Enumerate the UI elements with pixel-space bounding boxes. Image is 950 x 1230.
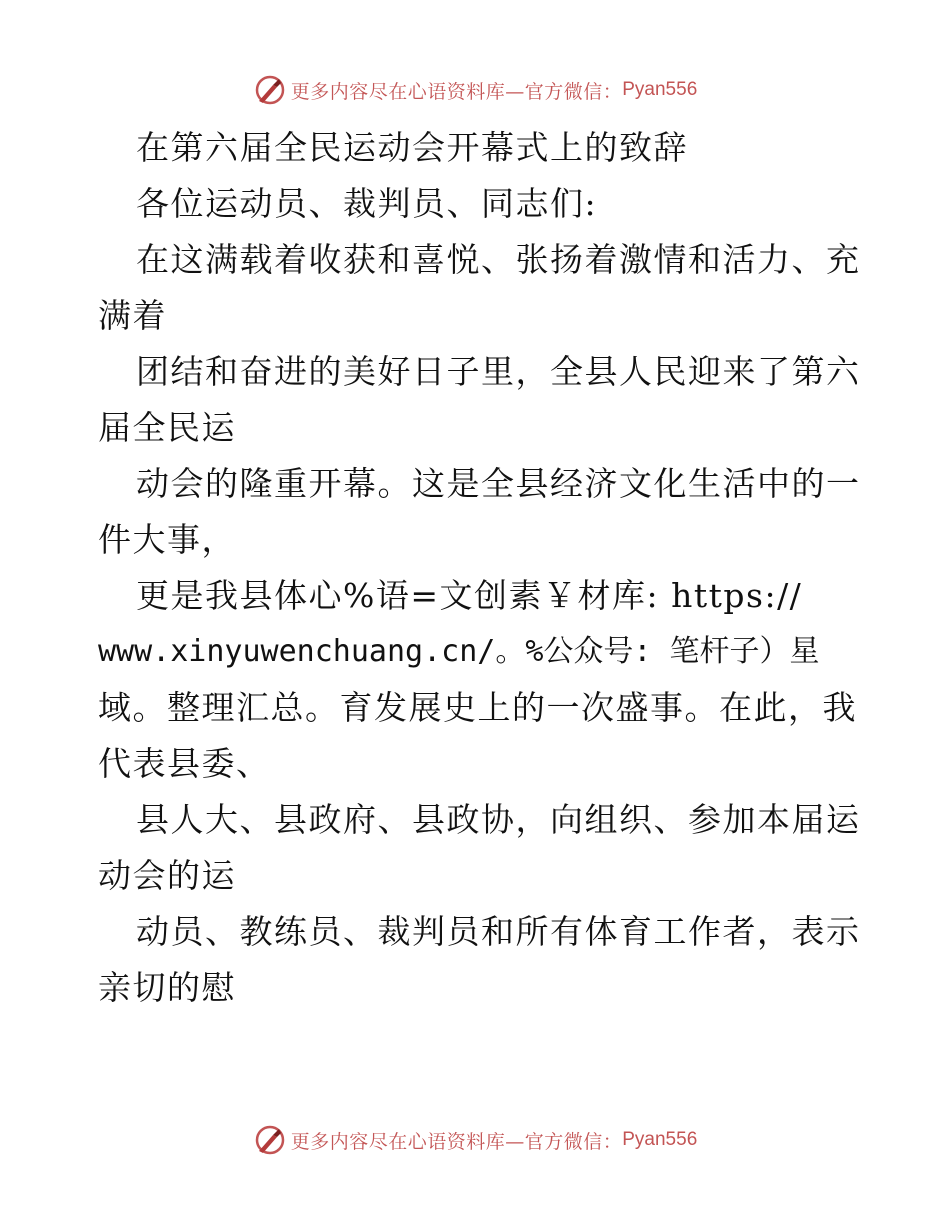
pen-logo-icon (253, 1123, 287, 1157)
footer-watermark (0, 1120, 950, 1160)
paragraph-line: 件大事， (98, 520, 236, 559)
paragraph-line: 代表县委、 (98, 744, 271, 783)
header-watermark (0, 70, 950, 110)
paragraph-line: www.xinyuwenchuang.cn/。%公众号: 笔杆子）星 (98, 634, 820, 669)
salutation: 各位运动员、裁判员、同志们: (136, 184, 598, 223)
paragraph-line: 动员、教练员、裁判员和所有体育工作者，表示 (136, 912, 861, 951)
paragraph-line: 域。整理汇总。育发展史上的一次盛事。在此，我 (98, 688, 857, 727)
watermark-text: 更多内容尽在心语资料库—官方微信： (290, 1130, 623, 1153)
paragraph-line: 县人大、县政府、县政协，向组织、参加本届运 (136, 800, 861, 839)
paragraph-line: 动会的隆重开幕。这是全县经济文化生活中的一 (136, 464, 861, 503)
paragraph-line: 亲切的慰 (98, 968, 236, 1007)
document-body (98, 120, 861, 1016)
paragraph-line: 团结和奋进的美好日子里，全县人民迎来了第六 (136, 352, 861, 391)
paragraph-line: 满着 (98, 296, 167, 335)
paragraph-line: 届全民运 (98, 408, 236, 447)
watermark-wechat-id: Pyan556 (622, 79, 698, 100)
paragraph-line: 在这满载着收获和喜悦、张扬着激情和活力、充 (136, 240, 861, 279)
pen-logo-icon (253, 73, 287, 107)
watermark-wechat-id: Pyan556 (622, 1129, 698, 1150)
paragraph-line: 更是我县体心%语=文创素￥材库: https:// (136, 576, 803, 615)
paragraph-line: 动会的运 (98, 856, 236, 895)
watermark-text: 更多内容尽在心语资料库—官方微信： (290, 80, 623, 103)
document-title: 在第六届全民运动会开幕式上的致辞 (136, 128, 688, 167)
